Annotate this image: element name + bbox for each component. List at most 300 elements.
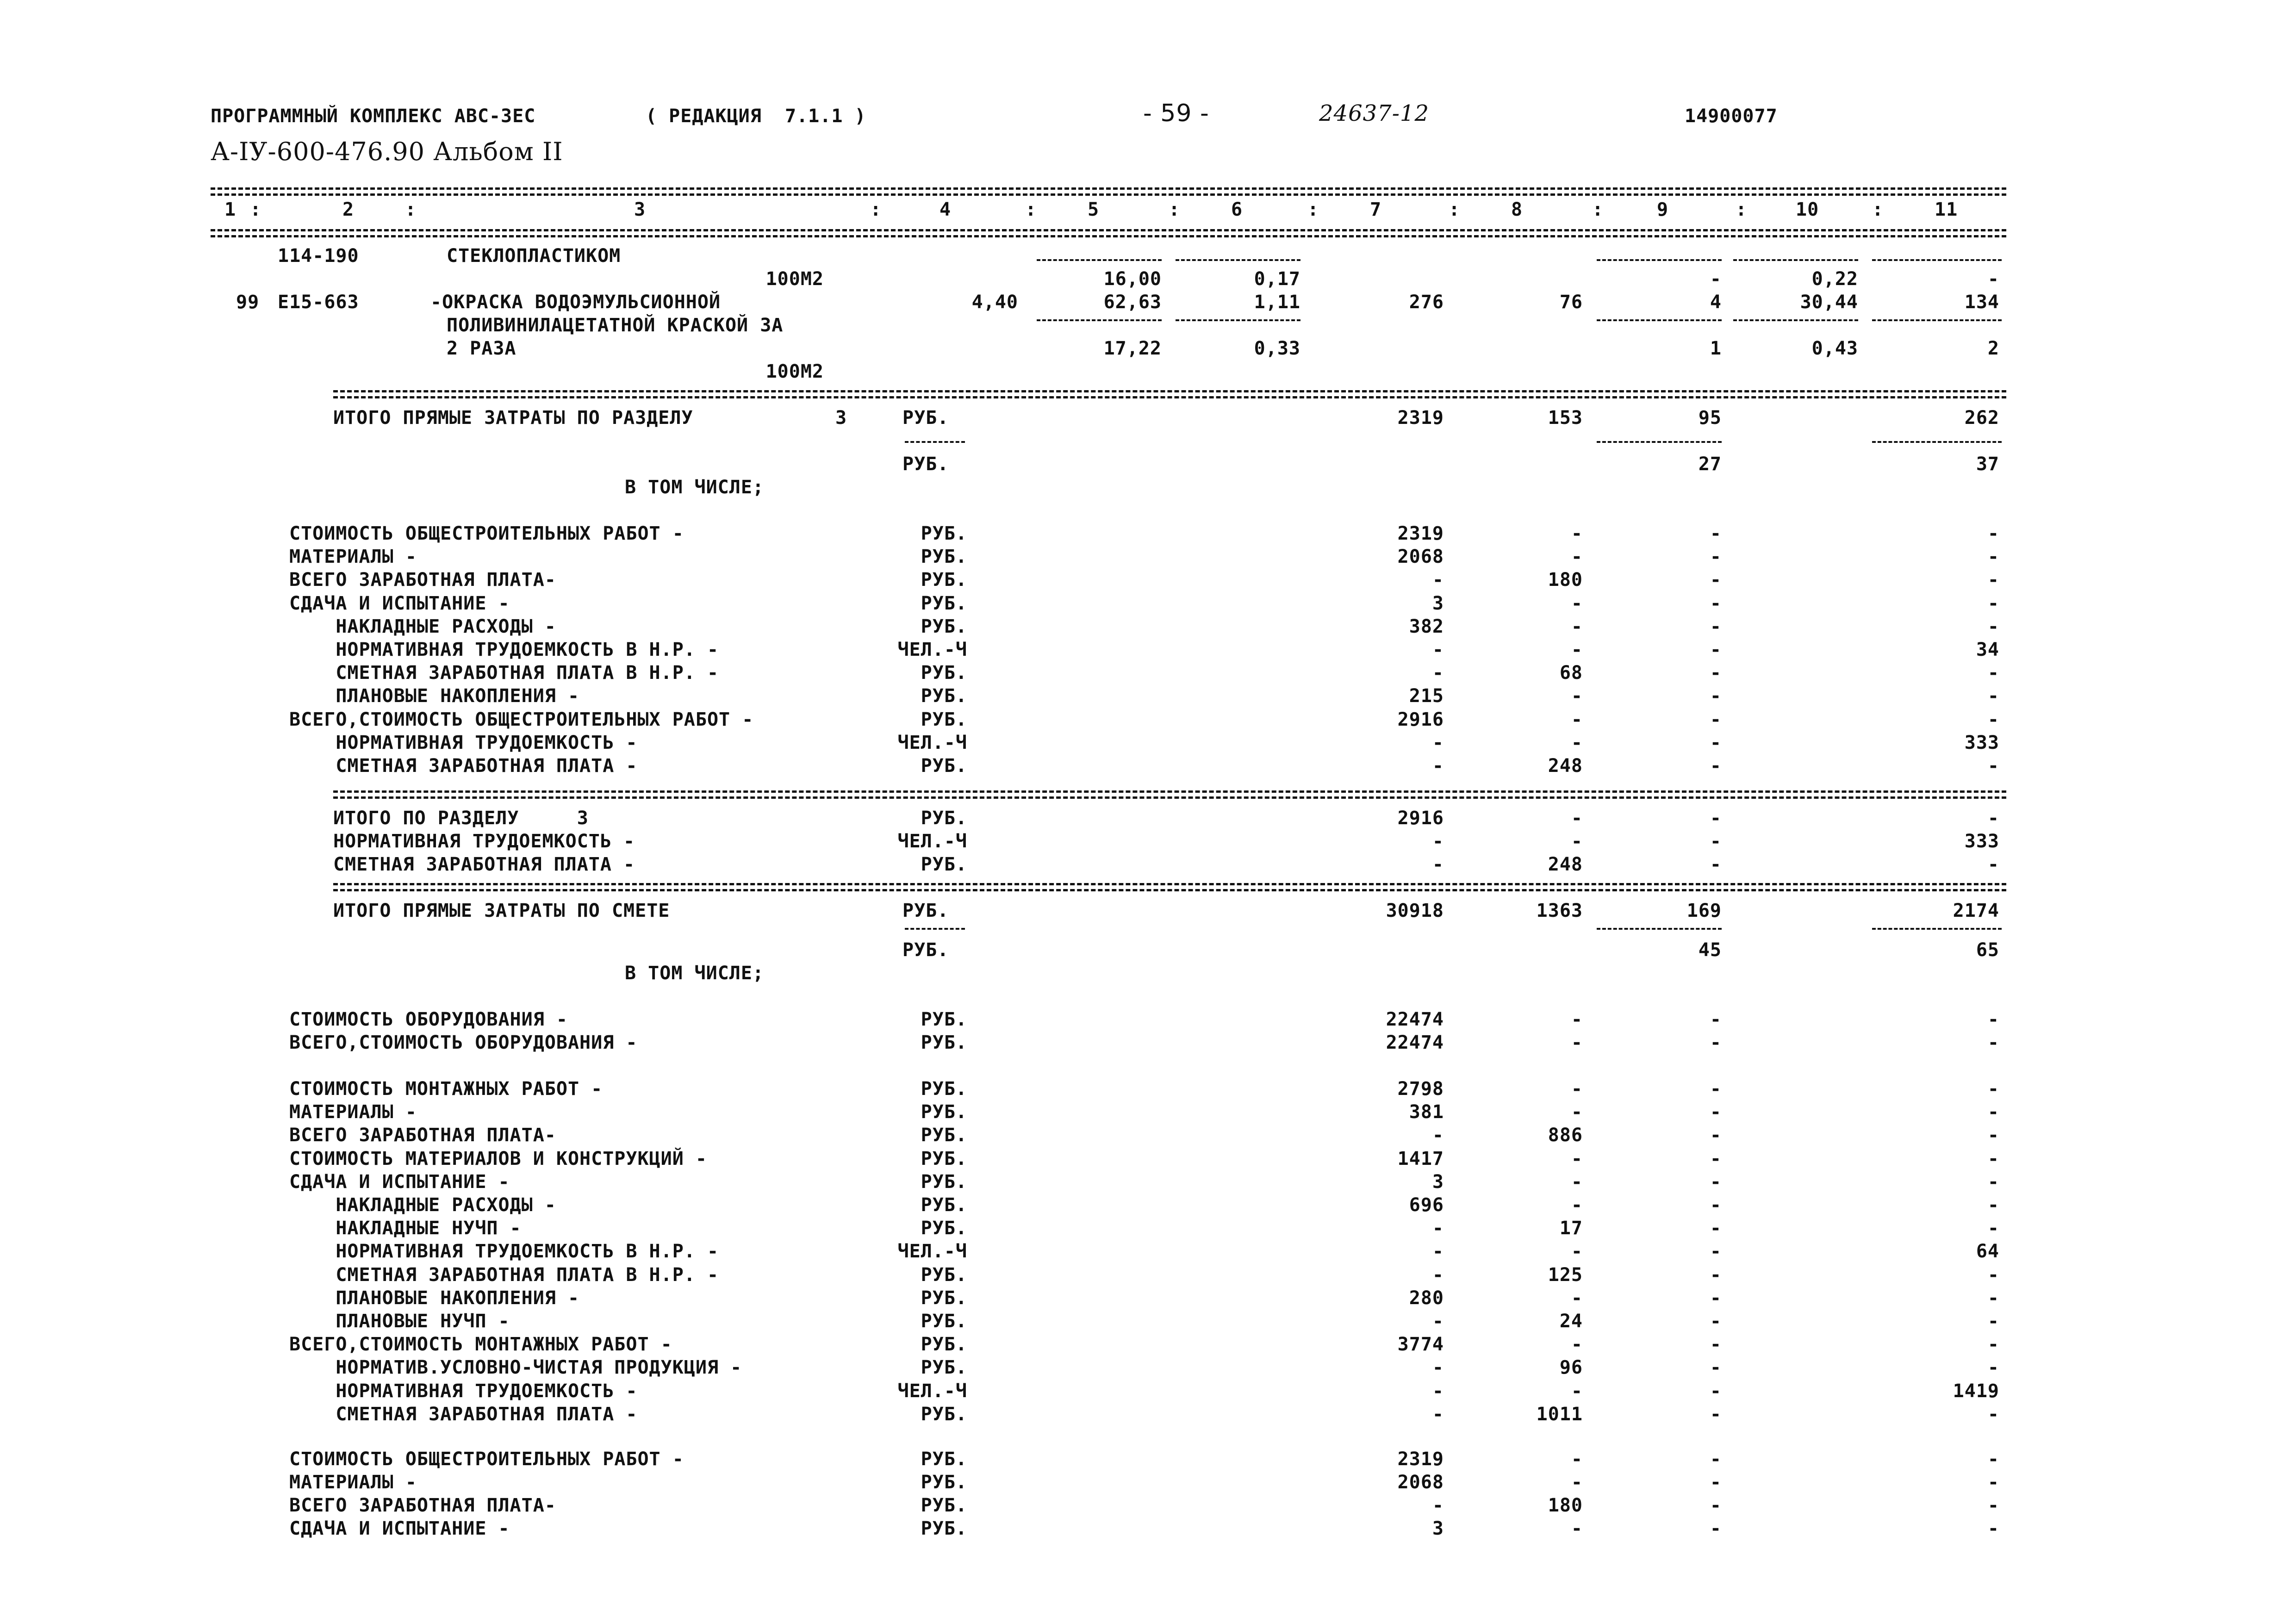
cell-c9: - [1710,546,1722,568]
section-rule-2 [333,889,2006,891]
cell-c8: - [1571,1009,1583,1030]
cell-c6: 1,11 [1254,292,1300,313]
cell-c11: 64 [1976,1241,1999,1262]
cell-c11: - [1987,808,1999,829]
cell-c8: 96 [1559,1357,1583,1379]
row-label: НОРМАТИВ.УСЛОВНО-ЧИСТАЯ ПРОДУКЦИЯ - [289,1357,742,1379]
cell-c7: 2916 [1397,709,1444,730]
section-rule [333,390,2006,392]
cell-c11: 262 [1964,407,1999,429]
rule [1176,319,1300,321]
entry-unit: 100М2 [765,268,824,290]
total-smeta-label: ИТОГО ПРЯМЫЕ ЗАТРАТЫ ПО СМЕТЕ [333,900,670,921]
page-number: - 59 - [1143,99,1209,127]
row-unit: РУБ. [921,616,967,637]
cell-c8: - [1571,1449,1583,1470]
cell-c11: 37 [1976,454,1999,475]
col-sep-2: : [405,199,417,220]
cell-c7: 2319 [1397,407,1444,429]
cell-c9: - [1710,1264,1722,1286]
row-unit: ЧЕЛ.-Ч [897,732,967,753]
total-section-number: 3 [835,407,847,429]
cell-c11: - [1987,1148,1999,1169]
cell-c7: 2319 [1397,1449,1444,1470]
rule [1176,259,1300,261]
cell-c11: - [1987,755,1999,777]
cell-c11: - [1987,1032,1999,1053]
cell-c8: - [1571,732,1583,753]
row-label: НОРМАТИВНАЯ ТРУДОЕМКОСТЬ - [333,831,635,852]
cell-c11: - [1987,1078,1999,1100]
cell-c7: 30918 [1386,900,1444,921]
row-label: НОРМАТИВНАЯ ТРУДОЕМКОСТЬ В Н.Р. - [289,1241,719,1262]
cell-c10: 0,22 [1811,268,1858,290]
cell-c7: 22474 [1386,1032,1444,1053]
edition: ( РЕДАКЦИЯ 7.1.1 ) [646,106,866,127]
cell-c8: 17 [1559,1218,1583,1239]
cell-c9: - [1710,808,1722,829]
header-rule-bottom-2 [211,235,2006,237]
cell-c9: - [1710,1311,1722,1332]
row-label: СДАЧА И ИСПЫТАНИЕ - [289,1171,510,1193]
cell-c7: - [1432,1264,1444,1286]
row-label: НАКЛАДНЫЕ РАСХОДЫ - [289,616,556,637]
row-label: ПЛАНОВЫЕ НАКОПЛЕНИЯ - [289,1287,580,1309]
row-label: СМЕТНАЯ ЗАРАБОТНАЯ ПЛАТА - [289,1403,638,1425]
col-11: 11 [1935,199,1958,220]
cell-c9: - [1710,1357,1722,1379]
row-unit: РУБ. [921,592,967,614]
col-6: 6 [1231,199,1243,220]
cell-c8: - [1571,1241,1583,1262]
cell-c11: - [1987,1403,1999,1425]
rule [1597,928,1722,930]
cell-c8: - [1571,1171,1583,1193]
cell-c9: - [1710,1125,1722,1146]
unit: РУБ. [902,454,949,475]
cell-c8: 248 [1548,854,1583,875]
cell-c9: - [1710,523,1722,544]
cell-c9: - [1710,732,1722,753]
cell-c10: 0,43 [1811,338,1858,359]
cell-c7: 696 [1409,1194,1444,1216]
row-unit: РУБ. [921,1078,967,1100]
cell-c7: - [1432,662,1444,684]
cell-c7: - [1432,1403,1444,1425]
cell-c11: - [1987,1009,1999,1030]
cell-c5: 62,63 [1103,292,1162,313]
row-label: СТОИМОСТЬ ОБЩЕСТРОИТЕЛЬНЫХ РАБОТ - [289,523,684,544]
cell-c9: - [1710,1148,1722,1169]
cell-c8: - [1571,1287,1583,1309]
unit: РУБ. [902,900,949,921]
cell-c9: 169 [1686,900,1722,921]
row-label: СМЕТНАЯ ЗАРАБОТНАЯ ПЛАТА В Н.Р. - [289,662,719,684]
rule [1872,928,2002,930]
cell-c7: 2798 [1397,1078,1444,1100]
cell-c11: - [1987,1449,1999,1470]
col-5: 5 [1088,199,1100,220]
cell-c7: 276 [1409,292,1444,313]
cell-c10: 30,44 [1800,292,1858,313]
cell-c11: - [1987,1125,1999,1146]
cell-c7: - [1432,831,1444,852]
cell-c9: - [1710,1403,1722,1425]
row-unit: РУБ. [921,1218,967,1239]
cell-c8: - [1571,1032,1583,1053]
row-unit: РУБ. [921,1287,967,1309]
header-rule-top [211,187,2006,190]
row-unit: ЧЕЛ.-Ч [897,1380,967,1402]
cell-c8: - [1571,1101,1583,1123]
cell-c7: - [1432,1495,1444,1516]
cell-c7: 381 [1409,1101,1444,1123]
cell-c9: - [1710,1078,1722,1100]
cell-c9: 4 [1710,292,1722,313]
cell-c9: - [1710,268,1722,290]
col-3: 3 [634,199,646,220]
cell-c11: - [1987,709,1999,730]
cell-c11: - [1987,616,1999,637]
cell-c11: - [1987,1311,1999,1332]
row-unit: РУБ. [921,685,967,707]
rule [1733,259,1858,261]
cell-c11: - [1987,523,1999,544]
cell-c8: 1011 [1536,1403,1583,1425]
cell-c8: 76 [1559,292,1583,313]
cell-c11: 134 [1964,292,1999,313]
cell-c9: - [1710,709,1722,730]
row-label: СДАЧА И ИСПЫТАНИЕ - [289,1518,510,1539]
row-label: СМЕТНАЯ ЗАРАБОТНАЯ ПЛАТА - [289,755,638,777]
cell-c11: - [1987,1495,1999,1516]
cell-c5: 16,00 [1103,268,1162,290]
cell-c9: - [1710,1518,1722,1539]
cell-c9: - [1710,639,1722,660]
total-section-label: ИТОГО ПРЯМЫЕ ЗАТРАТЫ ПО РАЗДЕЛУ [333,407,693,429]
rule [1597,259,1722,261]
row-label: НОРМАТИВНАЯ ТРУДОЕМКОСТЬ - [289,1380,638,1402]
cell-c7: - [1432,1125,1444,1146]
row-label: СМЕТНАЯ ЗАРАБОТНАЯ ПЛАТА - [333,854,635,875]
cell-c8: 1363 [1536,900,1583,921]
cell-c9: - [1710,1241,1722,1262]
cell-c8: - [1571,831,1583,852]
cell-c9: - [1710,1194,1722,1216]
cell-c9: - [1710,569,1722,591]
entry-code: Е15-663 [278,292,359,313]
cell-c9: - [1710,1449,1722,1470]
cell-c7: 215 [1409,685,1444,707]
cell-c7: - [1432,1357,1444,1379]
cell-c11: - [1987,662,1999,684]
cell-c11: 2 [1987,338,1999,359]
row-label: ПЛАНОВЫЕ НУЧП - [289,1311,510,1332]
cell-c9: - [1710,854,1722,875]
cell-c8: - [1571,1334,1583,1356]
header-rule-top-2 [211,193,2006,196]
row-unit: РУБ. [921,1009,967,1030]
document-code: 14900077 [1685,106,1778,127]
cell-c9: 45 [1698,939,1722,961]
row-label: НОРМАТИВНАЯ ТРУДОЕМКОСТЬ - [289,732,638,753]
cell-c9: - [1710,755,1722,777]
row-unit: РУБ. [921,1148,967,1169]
cell-c7: 3 [1432,592,1444,614]
cell-c11: - [1987,1518,1999,1539]
row-unit: РУБ. [921,1449,967,1470]
entry-name-line-1: -ОКРАСКА ВОДОЭМУЛЬСИОННОЙ [430,292,721,313]
entry-code: 114-190 [278,245,359,267]
including-label: В ТОМ ЧИСЛЕ; [625,477,764,498]
program-name: ПРОГРАММНЫЙ КОМПЛЕКС АВС-3ЕС [211,106,536,127]
cell-c7: 22474 [1386,1009,1444,1030]
row-unit: РУБ. [921,1125,967,1146]
row-label: СТОИМОСТЬ ОБЩЕСТРОИТЕЛЬНЫХ РАБОТ - [289,1449,684,1470]
cell-c8: - [1571,1518,1583,1539]
rule [1037,259,1162,261]
cell-c7: 2068 [1397,546,1444,568]
row-unit: РУБ. [921,1264,967,1286]
cell-c11: - [1987,1171,1999,1193]
row-unit: РУБ. [921,1357,967,1379]
cell-c9: - [1710,662,1722,684]
cell-c11: - [1987,1334,1999,1356]
cell-c7: - [1432,1241,1444,1262]
col-sep-3: : [870,199,882,220]
section-rule-2 [333,796,2006,799]
cell-c9: 1 [1710,338,1722,359]
cell-c8: 180 [1548,1495,1583,1516]
cell-c6: 0,17 [1254,268,1300,290]
row-label: ВСЕГО ЗАРАБОТНАЯ ПЛАТА- [289,1495,556,1516]
rule [1733,319,1858,321]
entry-name-line-2: ПОЛИВИНИЛАЦЕТАТНОЙ КРАСКОЙ ЗА [447,315,784,336]
cell-c9: - [1710,685,1722,707]
cell-c7: 280 [1409,1287,1444,1309]
row-unit: РУБ. [921,546,967,568]
section-rule [333,790,2006,793]
cell-c9: - [1710,1472,1722,1493]
cell-c9: - [1710,616,1722,637]
entry-name-line-3: 2 РАЗА [447,338,516,359]
col-1: 1 [224,199,236,220]
row-label: НАКЛАДНЫЕ РАСХОДЫ - [289,1194,556,1216]
cell-c9: - [1710,831,1722,852]
cell-c11: - [1987,854,1999,875]
cell-c11: - [1987,592,1999,614]
cell-c11: 333 [1964,831,1999,852]
cell-c11: - [1987,546,1999,568]
row-label: СТОИМОСТЬ МАТЕРИАЛОВ И КОНСТРУКЦИЙ - [289,1148,707,1169]
row-unit: РУБ. [921,1032,967,1053]
cell-c8: 24 [1559,1311,1583,1332]
row-label: ВСЕГО ЗАРАБОТНАЯ ПЛАТА- [289,569,556,591]
row-unit: РУБ. [921,1101,967,1123]
cell-c8: - [1571,523,1583,544]
row-unit: РУБ. [921,1311,967,1332]
row-unit: РУБ. [921,1495,967,1516]
cell-c7: - [1432,755,1444,777]
entry-unit: 100М2 [765,361,824,382]
row-label: ИТОГО ПО РАЗДЕЛУ 3 [333,808,589,829]
row-unit: РУБ. [921,1171,967,1193]
cell-c7: 2319 [1397,523,1444,544]
col-sep-8: : [1592,199,1604,220]
col-2: 2 [342,199,355,220]
cell-c8: - [1571,808,1583,829]
row-unit: РУБ. [921,569,967,591]
cell-c11: - [1987,1264,1999,1286]
row-label: МАТЕРИАЛЫ - [289,1101,417,1123]
cell-c9: - [1710,1218,1722,1239]
cell-c8: - [1571,685,1583,707]
cell-c11: 333 [1964,732,1999,753]
cell-c8: 68 [1559,662,1583,684]
cell-c11: 2174 [1953,900,1999,921]
cell-c7: 2916 [1397,808,1444,829]
cell-c11: - [1987,1101,1999,1123]
rule [1872,259,2002,261]
cell-c7: - [1432,1311,1444,1332]
col-sep-7: : [1449,199,1461,220]
cell-c8: - [1571,1380,1583,1402]
row-unit: ЧЕЛ.-Ч [897,1241,967,1262]
cell-c5: 17,22 [1103,338,1162,359]
cell-c8: - [1571,546,1583,568]
cell-c11: - [1987,569,1999,591]
cell-c8: 153 [1548,407,1583,429]
col-sep-5: : [1169,199,1181,220]
cell-c7: 3774 [1397,1334,1444,1356]
col-9: 9 [1657,199,1669,220]
col-sep-4: : [1025,199,1037,220]
cell-c8: - [1571,616,1583,637]
row-label: СДАЧА И ИСПЫТАНИЕ - [289,592,510,614]
row-unit: ЧЕЛ.-Ч [897,831,967,852]
cell-c6: 0,33 [1254,338,1300,359]
col-4: 4 [940,199,952,220]
entry-number: 99 [236,292,260,313]
rule [1872,441,2002,443]
cell-c11: - [1987,1194,1999,1216]
cell-c9: - [1710,1334,1722,1356]
row-label: ВСЕГО,СТОИМОСТЬ ОБЩЕСТРОИТЕЛЬНЫХ РАБОТ - [289,709,754,730]
cell-c7: - [1432,639,1444,660]
entry-name: СТЕКЛОПЛАСТИКОМ [447,245,621,267]
album-title: А-IУ-600-476.90 Альбом II [211,137,563,166]
row-label: ПЛАНОВЫЕ НАКОПЛЕНИЯ - [289,685,580,707]
cell-c9: - [1710,1171,1722,1193]
row-label: СМЕТНАЯ ЗАРАБОТНАЯ ПЛАТА В Н.Р. - [289,1264,719,1286]
row-unit: РУБ. [921,808,967,829]
row-label: ВСЕГО,СТОИМОСТЬ МОНТАЖНЫХ РАБОТ - [289,1334,672,1356]
row-unit: РУБ. [921,1194,967,1216]
cell-c8: 886 [1548,1125,1583,1146]
row-label: ВСЕГО,СТОИМОСТЬ ОБОРУДОВАНИЯ - [289,1032,638,1053]
cell-c11: 65 [1976,939,1999,961]
handwritten-number: 24637-12 [1319,100,1429,126]
cell-c9: - [1710,1495,1722,1516]
cell-c11: - [1987,268,1999,290]
rule [1037,319,1162,321]
cell-c8: - [1571,1194,1583,1216]
rule [1597,441,1722,443]
row-label: МАТЕРИАЛЫ - [289,546,417,568]
row-label: СТОИМОСТЬ ОБОРУДОВАНИЯ - [289,1009,568,1030]
row-label: МАТЕРИАЛЫ - [289,1472,417,1493]
cell-c9: 95 [1698,407,1722,429]
cell-c8: - [1571,709,1583,730]
cell-c7: 1417 [1397,1148,1444,1169]
cell-c9: - [1710,592,1722,614]
section-rule [333,883,2006,885]
cell-c11: 34 [1976,639,1999,660]
cell-c11: - [1987,685,1999,707]
row-unit: РУБ. [921,662,967,684]
row-unit: ЧЕЛ.-Ч [897,639,967,660]
row-unit: РУБ. [921,523,967,544]
cell-c7: - [1432,732,1444,753]
cell-c8: - [1571,1472,1583,1493]
col-7: 7 [1370,199,1382,220]
col-sep-9: : [1736,199,1748,220]
cell-c8: - [1571,1148,1583,1169]
row-unit: РУБ. [921,854,967,875]
cell-c7: 2068 [1397,1472,1444,1493]
row-unit: РУБ. [921,755,967,777]
col-10: 10 [1796,199,1819,220]
cell-c11: - [1987,1218,1999,1239]
cell-c8: - [1571,639,1583,660]
cell-c7: 382 [1409,616,1444,637]
cell-c11: 1419 [1953,1380,1999,1402]
cell-c8: 248 [1548,755,1583,777]
section-rule-2 [333,396,2006,398]
cell-c8: 180 [1548,569,1583,591]
cell-c7: 3 [1432,1518,1444,1539]
row-label: НОРМАТИВНАЯ ТРУДОЕМКОСТЬ В Н.Р. - [289,639,719,660]
including-label: В ТОМ ЧИСЛЕ; [625,963,764,984]
cell-c9: - [1710,1380,1722,1402]
cell-c7: 3 [1432,1171,1444,1193]
cell-c8: 125 [1548,1264,1583,1286]
row-unit: РУБ. [921,709,967,730]
unit: РУБ. [902,939,949,961]
cell-c7: - [1432,854,1444,875]
rule [1597,319,1722,321]
cell-c8: - [1571,1078,1583,1100]
cell-c9: - [1710,1101,1722,1123]
unit: РУБ. [902,407,949,429]
cell-c7: - [1432,1380,1444,1402]
cell-c11: - [1987,1287,1999,1309]
header-rule-bottom [211,229,2006,231]
row-label: ВСЕГО ЗАРАБОТНАЯ ПЛАТА- [289,1125,556,1146]
col-sep-6: : [1307,199,1319,220]
cell-c11: - [1987,1357,1999,1379]
cell-c7: - [1432,569,1444,591]
row-unit: РУБ. [921,1472,967,1493]
cell-c9: - [1710,1287,1722,1309]
row-label: НАКЛАДНЫЕ НУЧП - [289,1218,522,1239]
col-sep-10: : [1872,199,1884,220]
cell-c9: 27 [1698,454,1722,475]
cell-c8: - [1571,592,1583,614]
cell-c9: - [1710,1032,1722,1053]
col-8: 8 [1511,199,1523,220]
cell-c7: - [1432,1218,1444,1239]
